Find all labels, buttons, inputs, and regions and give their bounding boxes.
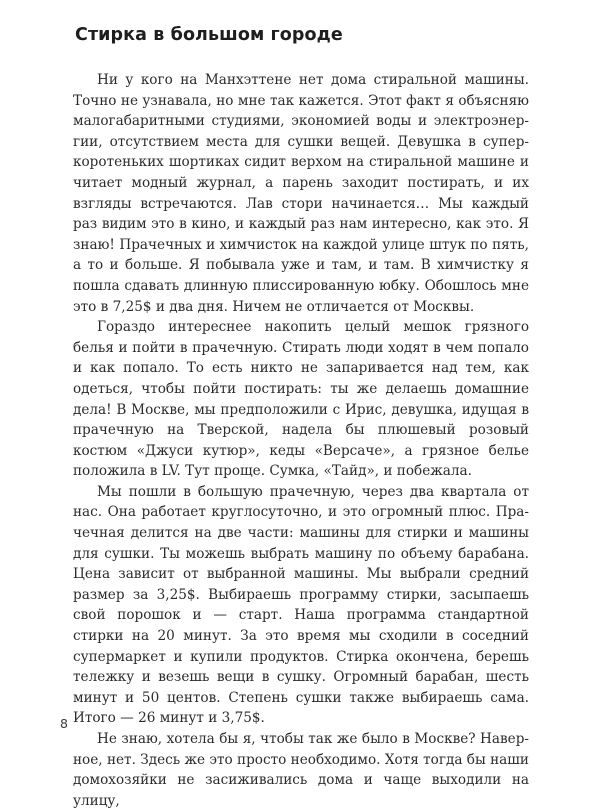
paragraph-1: Ни у кого на Манхэттене нет дома стиральной машины. Точно не узнавала, но мне так кажется. Этот факт я объясняю малогабаритными студиями, экономией воды и электроэнергии, отсутствием места для сушки вещей. Девушка в суперкоротеньких шортиках сидит верхом на стиральной машине и читает модный журнал, а парень заходит постирать, и их взгляды встречаются. Лав стори начинается… Мы каждый раз видим это в кино, и каждый раз нам интересно, как это. Я знаю! Прачечных и химчисток на каждой улице штук по пять, а то и больше. Я побывала уже и там, и там. В химчистку я пошла сдавать длинную плиссированную юбку. Обошлось мне это в 7,25$ и два дня. Ничем не отличается от Москвы. [73, 72, 529, 315]
paragraph-3: Мы пошли в большую прачечную, через два квартала от нас. Она работает круглосуточно, и это огромный плюс. Прачечная делится на две части: машины для стирки и машины для сушки. Ты можешь выбрать машину по объему барабана. Цена зависит от выбранной машины. Мы выбрали средний размер за 3,25$. Выбираешь программу стирки, засыпаешь свой порошок и — старт. Наша программа стандартной стирки на 20 минут. За это время мы сходили в соседний супермаркет и купили продуктов. Стирка окончена, берешь тележку и везешь вещи в сушку. Огромный барабан, шесть минут и 50 центов. Степень сушки также выбираешь сама. Итого — 26 минут и 3,75$. [73, 483, 529, 727]
chapter-heading: Стирка в большом городе [75, 25, 343, 45]
body-text [73, 70, 529, 811]
paragraph-4: Не знаю, хотела бы я, чтобы так же было в Москве? Наверное, нет. Здесь же это просто необходимо. Хотя тогда бы наши домохозяйки не засиживались дома и чаще выходили на улицу, [73, 731, 529, 809]
page-number: 8 [60, 716, 68, 731]
paragraph-2: Гораздо интереснее накопить целый мешок грязного белья и пойти в прачечную. Стирать люди ходят в чем попало и как попало. То есть никто не запаривается над тем, как одеться, чтобы пойти постирать: ты же делаешь домашние дела! В Москве, мы предположили с Ирис, девушка, идущая в прачечную на Тверской, надела бы плюшевый розовый костюм «Джуси кутюр», кеды «Версаче», а грязное белье положила в LV. Тут проще. Сумка, «Тайд», и побежала. [73, 319, 529, 480]
